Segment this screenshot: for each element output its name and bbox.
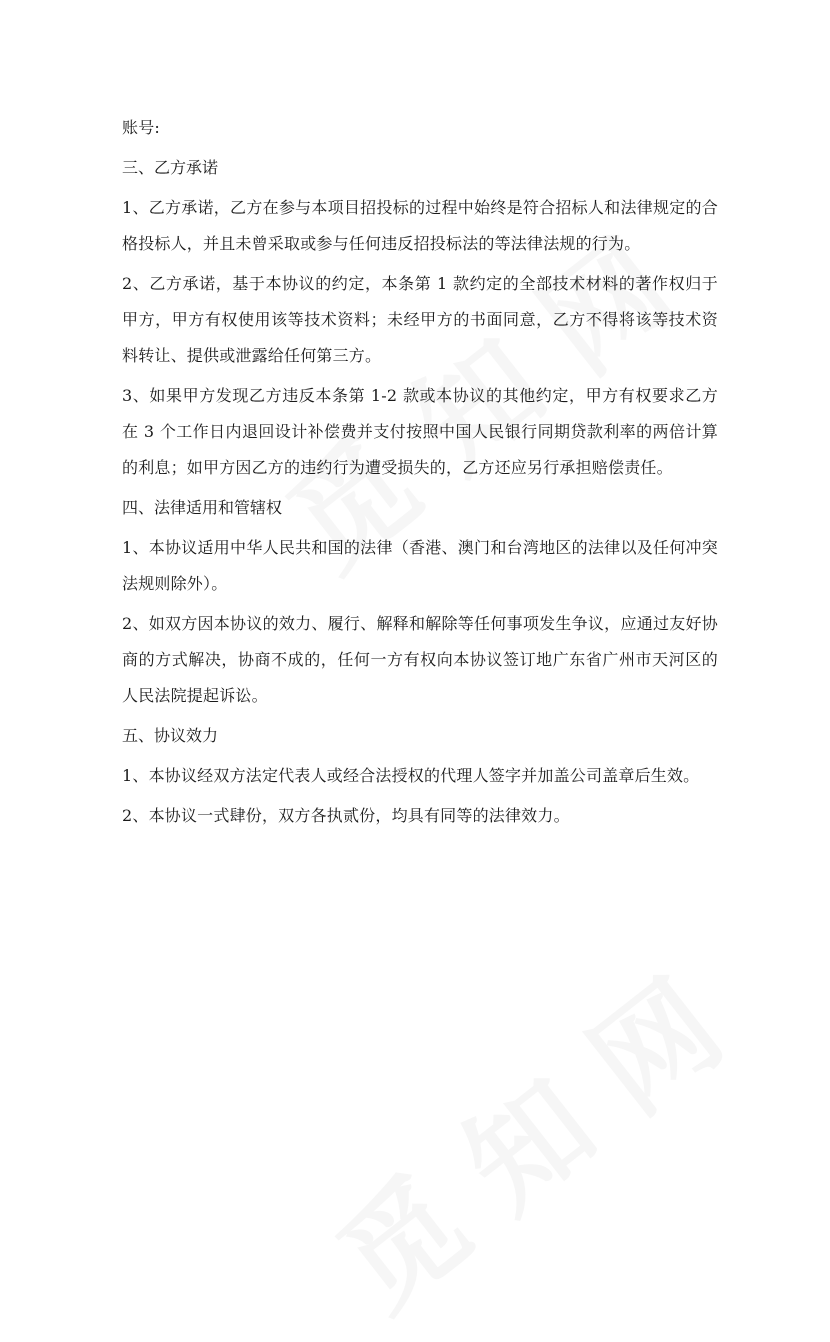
document-body — [122, 110, 718, 838]
section-4-item-1: 1、本协议适用中华人民共和国的法律（香港、澳门和台湾地区的法律以及任何冲突法规则除外）。 — [122, 538, 718, 593]
section-3-item-2: 2、乙方承诺，基于本协议的约定，本条第 1 款约定的全部技术材料的著作权归于甲方，甲方有权使用该等技术资料；未经甲方的书面同意，乙方不得将该等技术资料转让、提供或泄露给任何第三方。 — [122, 274, 718, 365]
section-5-item-2: 2、本协议一式肆份，双方各执贰份，均具有同等的法律效力。 — [122, 806, 570, 825]
section-4-item-2: 2、如双方因本协议的效力、履行、解释和解除等任何事项发生争议，应通过友好协商的方式解决，协商不成的，任何一方有权向本协议签订地广东省广州市天河区的人民法院提起诉讼。 — [122, 614, 718, 705]
section-4-title: 四、法律适用和管辖权 — [122, 498, 283, 517]
section-3-item-3: 3、如果甲方发现乙方违反本条第 1-2 款或本协议的其他约定，甲方有权要求乙方在 3 个工作日内退回设计补偿费并支付按照中国人民银行同期贷款利率的两倍计算的利息；如甲方因乙方的违约行为遭受损失的，乙方还应另行承担赔偿责任。 — [122, 386, 718, 477]
section-5-item-1: 1、本协议经双方法定代表人或经合法授权的代理人签字并加盖公司盖章后生效。 — [122, 766, 700, 785]
account-label: 账号: — [122, 118, 160, 137]
watermark — [298, 910, 782, 1341]
section-3-title: 三、乙方承诺 — [122, 158, 219, 177]
section-3-item-1: 1、乙方承诺，乙方在参与本项目招投标的过程中始终是符合招标人和法律规定的合格投标人，并且未曾采取或参与任何违反招投标法的等法律法规的行为。 — [122, 198, 718, 253]
section-5-title: 五、协议效力 — [122, 726, 219, 745]
